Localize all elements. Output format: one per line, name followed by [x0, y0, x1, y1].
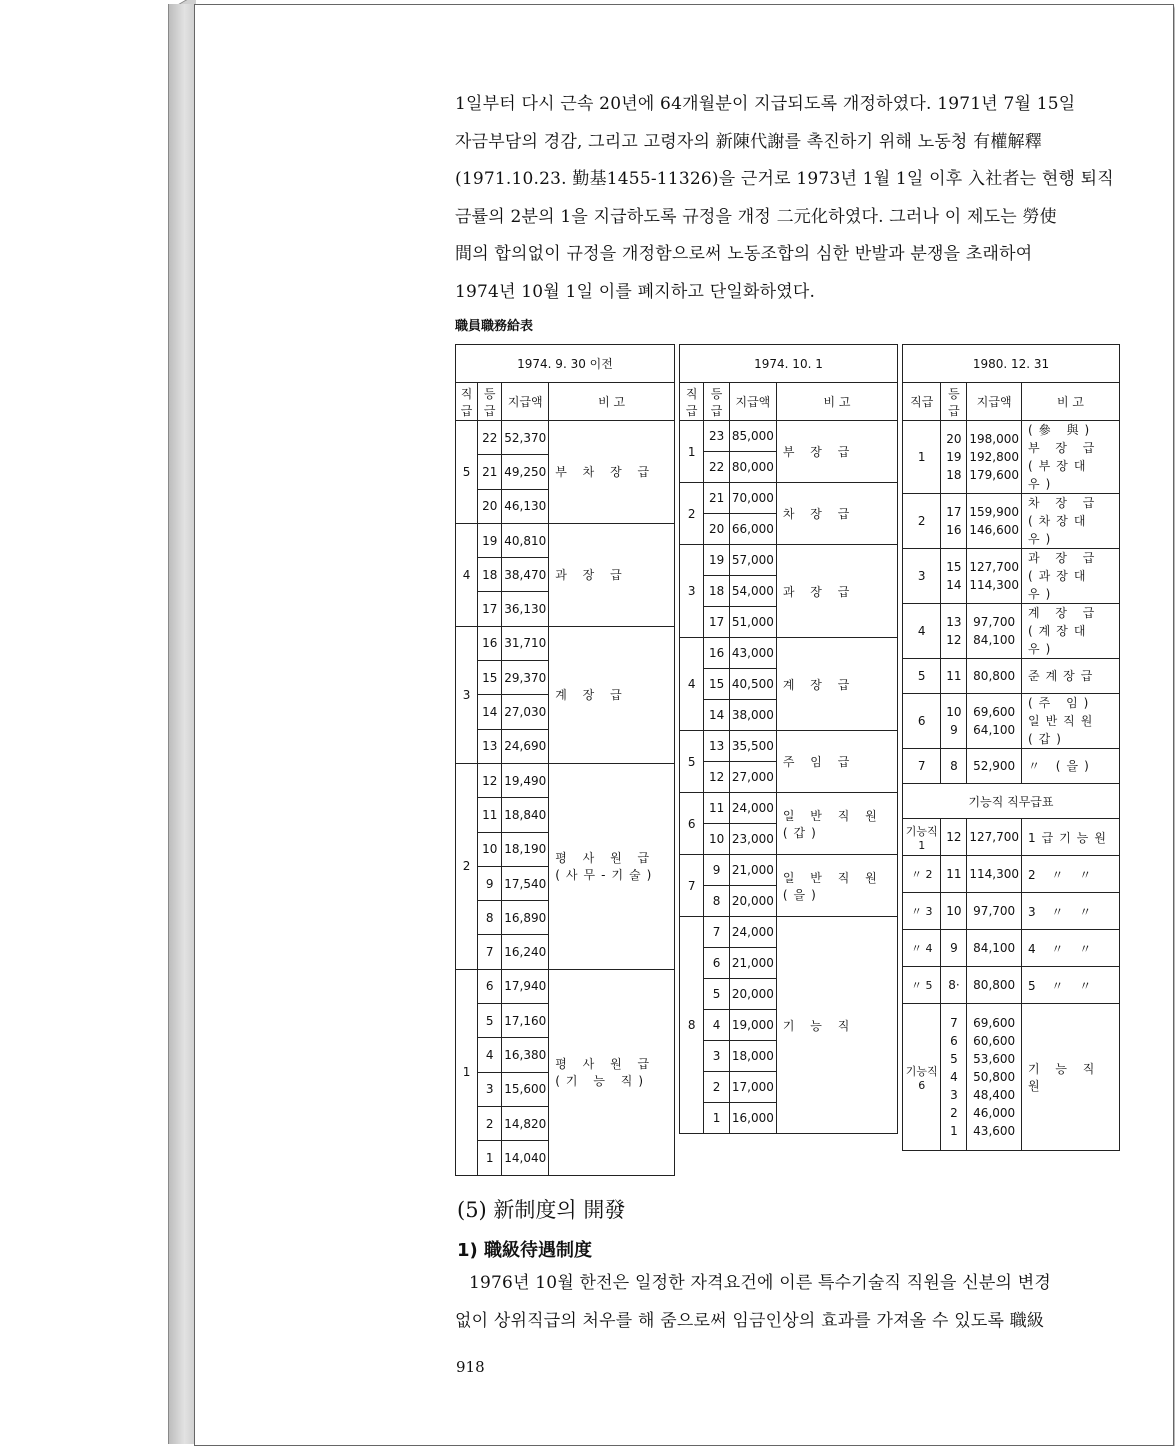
grade-cell: 8 [478, 901, 502, 935]
rank-cell: 3 [903, 549, 941, 604]
note-cell: 3 〃 〃 [1021, 893, 1119, 930]
table-row [903, 494, 1120, 549]
pay-cell: 17,000 [729, 1072, 776, 1103]
pay-cell: 159,900 146,600 [967, 494, 1022, 549]
grade-cell: 11 [941, 659, 967, 694]
paragraph-line: (1971.10.23. 勤基1455-11326)을 근거로 1973년 1월 1일 이후 入社者는 현행 퇴직 [455, 169, 1114, 189]
grade-cell: 4 [478, 1038, 502, 1072]
grade-cell: 22 [478, 421, 502, 455]
pay-cell: 127,700 [967, 819, 1022, 856]
table-caption: 職員職務給表 [455, 319, 534, 334]
rank-cell: 2 [456, 763, 478, 969]
rank-cell: 4 [456, 523, 478, 626]
table-row [903, 784, 1120, 819]
grade-cell: 20 [478, 489, 502, 523]
table-row [903, 694, 1120, 749]
pay-cell: 16,240 [502, 935, 549, 969]
grade-cell: 21 [478, 455, 502, 489]
table-row [903, 659, 1120, 694]
paragraph-line: 1976년 10월 한전은 일정한 자격요건에 이른 특수기술직 직원을 신분의 변경 [469, 1273, 1051, 1293]
paragraph-line: 금률의 2분의 1을 지급하도록 규정을 개정 二元化하였다. 그러나 이 제도는 勞使 [455, 206, 1057, 227]
grade-cell: 11 [704, 793, 730, 824]
subsection-title: 1) 職級待遇制度 [457, 1240, 593, 1261]
pay-cell: 16,890 [502, 901, 549, 935]
pay-cell: 29,370 [502, 661, 549, 695]
rank-cell: 4 [903, 604, 941, 659]
pay-cell: 35,500 [729, 731, 776, 762]
table-body [680, 421, 898, 1134]
grade-cell: 4 [704, 1010, 730, 1041]
grade-cell: 1 [478, 1141, 502, 1175]
pay-cell: 43,000 [729, 638, 776, 669]
grade-cell: 16 [704, 638, 730, 669]
pay-cell: 17,160 [502, 1004, 549, 1038]
grade-cell: 21 [704, 483, 730, 514]
note-cell: 기 능 직 원 [1021, 1004, 1119, 1151]
rank-cell: 2 [680, 483, 704, 545]
pay-cell: 19,000 [729, 1010, 776, 1041]
grade-cell: 5 [478, 1004, 502, 1038]
note-cell: 부 장 급 [776, 421, 897, 483]
rank-cell: 3 [680, 545, 704, 638]
pay-cell: 52,370 [502, 421, 549, 455]
note-cell: 주 임 급 [776, 731, 897, 793]
grade-cell: 22 [704, 452, 730, 483]
pay-cell: 14,820 [502, 1106, 549, 1140]
note-cell: 일 반 직 원 (을) [776, 855, 897, 917]
pay-cell: 27,000 [729, 762, 776, 793]
table-row [456, 763, 675, 797]
pay-cell: 97,700 84,100 [967, 604, 1022, 659]
page-number: 918 [456, 1358, 485, 1376]
pay-cell: 36,130 [502, 592, 549, 626]
note-cell: 차 장 급 [776, 483, 897, 545]
period-header: 1980. 12. 31 [903, 345, 1120, 383]
note-cell: 〃 (을) [1021, 749, 1119, 784]
note-cell: 과 장 급 (과장대우) [1021, 549, 1119, 604]
grade-cell: 7 6 5 4 3 2 1 [941, 1004, 967, 1151]
pay-cell: 49,250 [502, 455, 549, 489]
paragraph-line: 없이 상위직급의 처우를 해 줌으로써 임금인상의 효과를 가져올 수 있도록 職級 [455, 1310, 1045, 1331]
rank-cell: 6 [903, 694, 941, 749]
table-row [680, 638, 898, 669]
pay-cell: 24,000 [729, 917, 776, 948]
grade-cell: 8 [704, 886, 730, 917]
pay-cell: 198,000 192,800 179,600 [967, 421, 1022, 494]
grade-cell: 12 [941, 819, 967, 856]
col-rank: 직급 [456, 383, 478, 421]
grade-cell: 19 [478, 523, 502, 557]
grade-cell: 3 [704, 1041, 730, 1072]
note-cell: 계 장 급 (계장대우) [1021, 604, 1119, 659]
rank-cell: 〃 2 [903, 856, 941, 893]
table-row [456, 421, 675, 455]
rank-cell: 〃 5 [903, 967, 941, 1004]
note-cell: (參 與) 부 장 급 (부장대우) [1021, 421, 1119, 494]
pay-cell: 66,000 [729, 514, 776, 545]
table-row [680, 917, 898, 948]
grade-cell: 23 [704, 421, 730, 452]
pay-cell: 20,000 [729, 979, 776, 1010]
grade-cell: 18 [478, 558, 502, 592]
pay-cell: 51,000 [729, 607, 776, 638]
grade-cell: 3 [478, 1072, 502, 1106]
pay-cell: 85,000 [729, 421, 776, 452]
grade-cell: 14 [704, 700, 730, 731]
pay-cell: 14,040 [502, 1141, 549, 1175]
grade-cell: 8 [941, 749, 967, 784]
col-pay: 지급액 [729, 383, 776, 421]
grade-cell: 12 [704, 762, 730, 793]
grade-cell: 10 9 [941, 694, 967, 749]
col-rank: 직급 [903, 383, 941, 421]
grade-cell: 6 [478, 969, 502, 1003]
table-row [903, 967, 1120, 1004]
note-cell: 평 사 원 급 (사무-기술) [549, 763, 675, 969]
paragraph-line: 자금부담의 경감, 그리고 고령자의 新陳代謝를 촉진하기 위해 노동청 有權解釋 [455, 131, 1042, 152]
table-row [903, 893, 1120, 930]
pay-cell: 31,710 [502, 626, 549, 660]
rank-cell: 〃 4 [903, 930, 941, 967]
pay-cell: 18,190 [502, 832, 549, 866]
col-grade: 등급 [941, 383, 967, 421]
pay-cell: 46,130 [502, 489, 549, 523]
grade-cell: 19 [704, 545, 730, 576]
grade-cell: 9 [704, 855, 730, 886]
rank-cell: 6 [680, 793, 704, 855]
pay-cell: 69,600 60,600 53,600 50,800 48,400 46,000 43,600 [967, 1004, 1022, 1151]
pay-cell: 17,540 [502, 866, 549, 900]
note-cell: (주 임) 일반직원(갑) [1021, 694, 1119, 749]
grade-cell: 20 [704, 514, 730, 545]
rank-cell: 5 [456, 421, 478, 524]
table-row [680, 855, 898, 886]
table-body [456, 421, 675, 1176]
grade-cell: 14 [478, 695, 502, 729]
rank-cell: 1 [903, 421, 941, 494]
pay-cell: 97,700 [967, 893, 1022, 930]
grade-cell: 17 [704, 607, 730, 638]
note-cell: 1급기능원 [1021, 819, 1119, 856]
pay-cell: 54,000 [729, 576, 776, 607]
pay-cell: 16,000 [729, 1103, 776, 1134]
pay-table-1974 [679, 344, 898, 1134]
pay-cell: 40,810 [502, 523, 549, 557]
pay-cell: 17,940 [502, 969, 549, 1003]
rank-cell: 7 [680, 855, 704, 917]
table-row [903, 819, 1120, 856]
table-row [903, 604, 1120, 659]
grade-cell: 18 [704, 576, 730, 607]
paragraph-line: 間의 합의없이 규정을 개정함으로써 노동조합의 심한 반발과 분쟁을 초래하여 [455, 244, 1033, 264]
grade-cell: 7 [478, 935, 502, 969]
pay-cell: 21,000 [729, 948, 776, 979]
pay-cell: 24,690 [502, 729, 549, 763]
top-paragraph [455, 86, 1120, 311]
tech-table-title: 기능직 직무급표 [903, 784, 1120, 819]
grade-cell: 11 [941, 856, 967, 893]
table-row [456, 969, 675, 1003]
pay-cell: 24,000 [729, 793, 776, 824]
note-cell: 계 장 급 [549, 626, 675, 763]
pay-cell: 40,500 [729, 669, 776, 700]
table-row [680, 731, 898, 762]
grade-cell: 17 16 [941, 494, 967, 549]
pay-cell: 15,600 [502, 1072, 549, 1106]
table-row [680, 545, 898, 576]
table-row [903, 549, 1120, 604]
grade-cell: 9 [941, 930, 967, 967]
table-row [903, 749, 1120, 784]
pay-cell: 23,000 [729, 824, 776, 855]
table-row [456, 626, 675, 660]
rank-cell: 5 [903, 659, 941, 694]
rank-cell: 2 [903, 494, 941, 549]
rank-cell: 4 [680, 638, 704, 731]
pay-cell: 52,900 [967, 749, 1022, 784]
note-cell: 일 반 직 원 (갑) [776, 793, 897, 855]
book-spine [168, 4, 196, 1444]
note-cell: 과 장 급 [549, 523, 675, 626]
pay-cell: 84,100 [967, 930, 1022, 967]
grade-cell: 10 [478, 832, 502, 866]
grade-cell: 15 [704, 669, 730, 700]
table-row [680, 483, 898, 514]
col-rank: 직급 [680, 383, 704, 421]
table-body [903, 421, 1120, 1151]
col-note: 비 고 [549, 383, 675, 421]
note-cell: 과 장 급 [776, 545, 897, 638]
grade-cell: 13 12 [941, 604, 967, 659]
pay-cell: 38,000 [729, 700, 776, 731]
pay-cell: 127,700 114,300 [967, 549, 1022, 604]
table-row [680, 421, 898, 452]
rank-cell: 7 [903, 749, 941, 784]
table-row [903, 421, 1120, 494]
rank-cell: 〃 3 [903, 893, 941, 930]
col-note: 비 고 [776, 383, 897, 421]
grade-cell: 8· [941, 967, 967, 1004]
grade-cell: 1 [704, 1103, 730, 1134]
grade-cell: 5 [704, 979, 730, 1010]
grade-cell: 13 [704, 731, 730, 762]
pay-cell: 38,470 [502, 558, 549, 592]
grade-cell: 15 [478, 661, 502, 695]
col-grade: 등급 [704, 383, 730, 421]
rank-cell: 기능직 6 [903, 1004, 941, 1151]
table-row [903, 1004, 1120, 1151]
note-cell: 평 사 원 급 (기 능 직) [549, 969, 675, 1175]
grade-cell: 10 [704, 824, 730, 855]
pay-cell: 27,030 [502, 695, 549, 729]
note-cell: 계 장 급 [776, 638, 897, 731]
grade-cell: 15 14 [941, 549, 967, 604]
rank-cell: 기능직 1 [903, 819, 941, 856]
note-cell: 2 〃 〃 [1021, 856, 1119, 893]
note-cell: 부 차 장 급 [549, 421, 675, 524]
note-cell: 4 〃 〃 [1021, 930, 1119, 967]
grade-cell: 6 [704, 948, 730, 979]
bottom-paragraph [455, 1265, 1120, 1340]
pay-cell: 80,000 [729, 452, 776, 483]
paragraph-line: 1974년 10월 1일 이를 폐지하고 단일화하였다. [455, 281, 816, 302]
pay-cell: 21,000 [729, 855, 776, 886]
period-header: 1974. 9. 30 이전 [456, 345, 675, 383]
period-header: 1974. 10. 1 [680, 345, 898, 383]
grade-cell: 9 [478, 866, 502, 900]
pay-table-1980 [902, 344, 1120, 1151]
table-row [903, 856, 1120, 893]
pay-cell: 80,800 [967, 967, 1022, 1004]
pay-cell: 19,490 [502, 763, 549, 797]
note-cell: 차 장 급 (차장대우) [1021, 494, 1119, 549]
note-cell: 5 〃 〃 [1021, 967, 1119, 1004]
grade-cell: 7 [704, 917, 730, 948]
section-title: (5) 新制度의 開發 [457, 1198, 626, 1222]
pay-cell: 16,380 [502, 1038, 549, 1072]
rank-cell: 1 [456, 969, 478, 1175]
table-row [456, 523, 675, 557]
grade-cell: 2 [478, 1106, 502, 1140]
table-row [680, 793, 898, 824]
pay-cell: 18,000 [729, 1041, 776, 1072]
grade-cell: 16 [478, 626, 502, 660]
pay-cell: 69,600 64,100 [967, 694, 1022, 749]
col-grade: 등급 [478, 383, 502, 421]
pay-cell: 18,840 [502, 798, 549, 832]
grade-cell: 10 [941, 893, 967, 930]
col-note: 비 고 [1021, 383, 1119, 421]
table-row [903, 930, 1120, 967]
grade-cell: 12 [478, 763, 502, 797]
pay-cell: 114,300 [967, 856, 1022, 893]
pay-cell: 70,000 [729, 483, 776, 514]
grade-cell: 17 [478, 592, 502, 626]
col-pay: 지급액 [967, 383, 1022, 421]
pay-cell: 57,000 [729, 545, 776, 576]
pay-cell: 80,800 [967, 659, 1022, 694]
pay-table-before-1974 [455, 344, 675, 1176]
paragraph-line: 1일부터 다시 근속 20년에 64개월분이 지급되도록 개정하였다. 1971년 7월 15일 [455, 94, 1076, 114]
grade-cell: 11 [478, 798, 502, 832]
col-pay: 지급액 [502, 383, 549, 421]
grade-cell: 13 [478, 729, 502, 763]
rank-cell: 1 [680, 421, 704, 483]
rank-cell: 5 [680, 731, 704, 793]
grade-cell: 2 [704, 1072, 730, 1103]
note-cell: 준계장급 [1021, 659, 1119, 694]
grade-cell: 20 19 18 [941, 421, 967, 494]
note-cell: 기 능 직 [776, 917, 897, 1134]
pay-cell: 20,000 [729, 886, 776, 917]
rank-cell: 3 [456, 626, 478, 763]
rank-cell: 8 [680, 917, 704, 1134]
